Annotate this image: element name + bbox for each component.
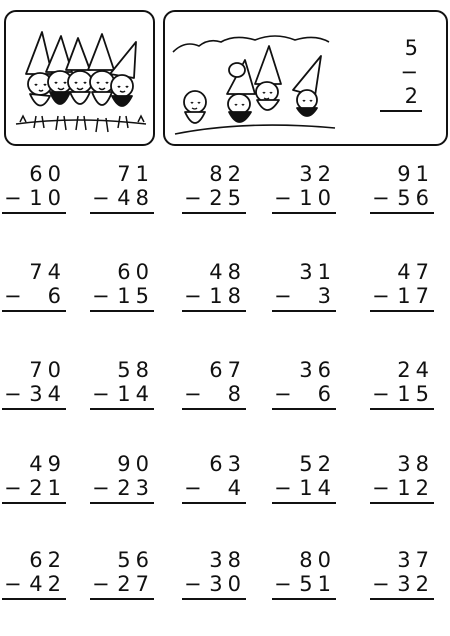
subtrahend-row bbox=[272, 572, 336, 596]
minus-sign: − bbox=[372, 572, 395, 596]
minuend: 56 bbox=[117, 548, 154, 572]
minus-sign: − bbox=[4, 186, 27, 210]
minuend: 74 bbox=[29, 260, 66, 284]
subtrahend: 14 bbox=[117, 382, 154, 406]
minuend: 62 bbox=[29, 548, 66, 572]
answer-line bbox=[90, 598, 154, 600]
minuend: 31 bbox=[299, 260, 336, 284]
answer-line bbox=[370, 598, 434, 600]
subtrahend-row bbox=[90, 572, 154, 596]
answer-line bbox=[182, 502, 246, 504]
subtrahend-row bbox=[370, 382, 434, 406]
minus-sign: − bbox=[184, 186, 207, 210]
subtraction-problem bbox=[182, 452, 246, 504]
answer-line bbox=[2, 408, 66, 410]
subtraction-problem bbox=[370, 452, 434, 504]
subtrahend: 27 bbox=[117, 572, 154, 596]
minus-sign: − bbox=[92, 382, 115, 406]
minuend: 71 bbox=[117, 162, 154, 186]
minuend: 60 bbox=[117, 260, 154, 284]
answer-line bbox=[182, 310, 246, 312]
answer-line bbox=[2, 310, 66, 312]
minuend: 90 bbox=[117, 452, 154, 476]
minus-sign: − bbox=[4, 476, 27, 500]
answer-line bbox=[272, 598, 336, 600]
subtraction-problem bbox=[370, 358, 434, 410]
subtrahend-row bbox=[182, 186, 246, 210]
subtrahend-row bbox=[2, 186, 66, 210]
minus-sign: − bbox=[92, 572, 115, 596]
answer-line bbox=[90, 408, 154, 410]
subtrahend-row bbox=[90, 476, 154, 500]
subtrahend-row bbox=[2, 572, 66, 596]
subtraction-problem bbox=[2, 260, 66, 312]
minuend: 24 bbox=[397, 358, 434, 382]
minuend: 80 bbox=[299, 548, 336, 572]
subtraction-problem bbox=[2, 452, 66, 504]
minus-sign: − bbox=[274, 382, 297, 406]
minus-sign: − bbox=[184, 382, 207, 406]
subtrahend: 15 bbox=[397, 382, 434, 406]
answer-line bbox=[370, 502, 434, 504]
example-answer-line bbox=[380, 110, 422, 112]
answer-line bbox=[272, 408, 336, 410]
example-subtrahend-line bbox=[400, 60, 422, 108]
subtraction-problem bbox=[90, 548, 154, 600]
example-minuend: 5 bbox=[404, 36, 422, 60]
answer-line bbox=[90, 212, 154, 214]
subtraction-problem bbox=[90, 260, 154, 312]
answer-line bbox=[182, 212, 246, 214]
minus-sign: − bbox=[372, 186, 395, 210]
answer-line bbox=[2, 502, 66, 504]
subtrahend-row bbox=[182, 572, 246, 596]
subtraction-problem bbox=[272, 260, 336, 312]
minuend: 49 bbox=[29, 452, 66, 476]
subtrahend-row bbox=[182, 284, 246, 308]
minuend: 38 bbox=[397, 452, 434, 476]
minuend: 48 bbox=[209, 260, 246, 284]
answer-line bbox=[90, 502, 154, 504]
subtrahend: 4 bbox=[227, 476, 246, 500]
subtraction-problem bbox=[182, 260, 246, 312]
subtrahend-row bbox=[182, 382, 246, 406]
subtraction-problem bbox=[2, 358, 66, 410]
minus-sign: − bbox=[274, 572, 297, 596]
minus-sign: − bbox=[400, 60, 422, 84]
minuend: 91 bbox=[397, 162, 434, 186]
subtraction-problem bbox=[182, 548, 246, 600]
subtrahend: 18 bbox=[209, 284, 246, 308]
subtraction-problem bbox=[182, 358, 246, 410]
subtrahend-row bbox=[2, 476, 66, 500]
minuend: 36 bbox=[299, 358, 336, 382]
subtrahend: 17 bbox=[397, 284, 434, 308]
minus-sign: − bbox=[184, 476, 207, 500]
answer-line bbox=[272, 310, 336, 312]
minus-sign: − bbox=[184, 284, 207, 308]
subtraction-problem bbox=[370, 548, 434, 600]
minuend: 52 bbox=[299, 452, 336, 476]
answer-line bbox=[370, 408, 434, 410]
minus-sign: − bbox=[372, 476, 395, 500]
subtraction-problem bbox=[90, 452, 154, 504]
subtrahend: 3 bbox=[317, 284, 336, 308]
subtrahend-row bbox=[370, 186, 434, 210]
minus-sign: − bbox=[274, 186, 297, 210]
answer-line bbox=[272, 212, 336, 214]
subtrahend: 30 bbox=[209, 572, 246, 596]
subtraction-problem bbox=[90, 358, 154, 410]
illustration-five-gnomes bbox=[4, 10, 155, 146]
minuend: 38 bbox=[209, 548, 246, 572]
minus-sign: − bbox=[92, 186, 115, 210]
subtrahend-row bbox=[272, 284, 336, 308]
subtrahend-row bbox=[272, 186, 336, 210]
minuend: 58 bbox=[117, 358, 154, 382]
minus-sign: − bbox=[4, 572, 27, 596]
subtrahend: 48 bbox=[117, 186, 154, 210]
subtrahend-row bbox=[182, 476, 246, 500]
answer-line bbox=[90, 310, 154, 312]
minus-sign: − bbox=[274, 476, 297, 500]
minuend: 32 bbox=[299, 162, 336, 186]
subtrahend-row bbox=[90, 186, 154, 210]
subtraction-problem bbox=[90, 162, 154, 214]
subtraction-problem bbox=[370, 162, 434, 214]
subtrahend-row bbox=[370, 476, 434, 500]
subtraction-problem bbox=[182, 162, 246, 214]
minuend: 47 bbox=[397, 260, 434, 284]
answer-line bbox=[2, 212, 66, 214]
gnomes-drawing bbox=[6, 12, 155, 146]
answer-line bbox=[182, 598, 246, 600]
subtrahend-row bbox=[2, 382, 66, 406]
subtraction-problem bbox=[272, 358, 336, 410]
minus-sign: − bbox=[372, 284, 395, 308]
example-subtraction bbox=[378, 36, 422, 112]
subtraction-problem bbox=[2, 162, 66, 214]
minuend: 67 bbox=[209, 358, 246, 382]
minus-sign: − bbox=[372, 382, 395, 406]
subtraction-problem bbox=[370, 260, 434, 312]
subtrahend: 34 bbox=[29, 382, 66, 406]
subtrahend-row bbox=[272, 382, 336, 406]
subtrahend: 14 bbox=[299, 476, 336, 500]
minuend: 82 bbox=[209, 162, 246, 186]
subtraction-problem bbox=[272, 548, 336, 600]
subtrahend-row bbox=[272, 476, 336, 500]
subtrahend: 12 bbox=[397, 476, 434, 500]
subtrahend: 8 bbox=[227, 382, 246, 406]
minus-sign: − bbox=[92, 284, 115, 308]
minuend: 60 bbox=[29, 162, 66, 186]
subtrahend-row bbox=[370, 572, 434, 596]
subtrahend: 10 bbox=[299, 186, 336, 210]
subtrahend: 6 bbox=[47, 284, 66, 308]
subtrahend: 56 bbox=[397, 186, 434, 210]
subtrahend-row bbox=[2, 284, 66, 308]
example-subtrahend: 2 bbox=[404, 84, 422, 108]
minus-sign: − bbox=[274, 284, 297, 308]
subtrahend: 25 bbox=[209, 186, 246, 210]
minuend: 70 bbox=[29, 358, 66, 382]
subtrahend: 23 bbox=[117, 476, 154, 500]
answer-line bbox=[182, 408, 246, 410]
subtraction-problem bbox=[272, 452, 336, 504]
subtrahend: 51 bbox=[299, 572, 336, 596]
minuend: 63 bbox=[209, 452, 246, 476]
minus-sign: − bbox=[4, 284, 27, 308]
subtraction-problem bbox=[2, 548, 66, 600]
subtrahend-row bbox=[90, 284, 154, 308]
answer-line bbox=[272, 502, 336, 504]
subtrahend: 15 bbox=[117, 284, 154, 308]
minus-sign: − bbox=[184, 572, 207, 596]
answer-line bbox=[370, 310, 434, 312]
subtrahend: 10 bbox=[29, 186, 66, 210]
answer-line bbox=[370, 212, 434, 214]
subtrahend: 21 bbox=[29, 476, 66, 500]
answer-line bbox=[2, 598, 66, 600]
subtrahend: 32 bbox=[397, 572, 434, 596]
subtrahend-row bbox=[90, 382, 154, 406]
minus-sign: − bbox=[4, 382, 27, 406]
minuend: 37 bbox=[397, 548, 434, 572]
minus-sign: − bbox=[92, 476, 115, 500]
subtrahend: 42 bbox=[29, 572, 66, 596]
subtrahend: 6 bbox=[317, 382, 336, 406]
subtrahend-row bbox=[370, 284, 434, 308]
subtraction-problem bbox=[272, 162, 336, 214]
